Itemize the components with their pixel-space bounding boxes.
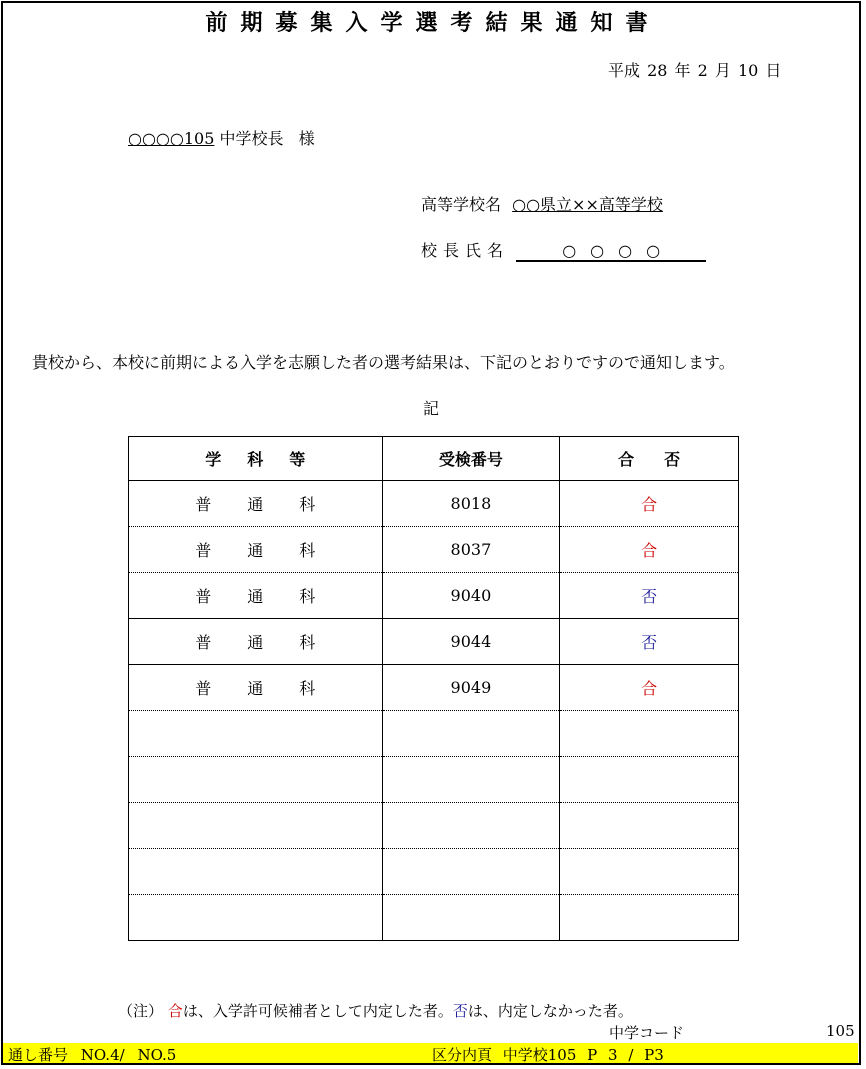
cell-department: 普通科 — [129, 573, 383, 619]
cell-department: 普通科 — [129, 619, 383, 665]
cell-department — [129, 849, 383, 895]
sender-school-value: ○○県立××高等学校 — [512, 195, 663, 214]
cell-exam-number: 8018 — [382, 481, 560, 527]
cell-department — [129, 711, 383, 757]
cell-exam-number — [382, 757, 560, 803]
cell-result — [560, 711, 739, 757]
recipient-line — [128, 126, 315, 149]
table-row — [129, 619, 739, 665]
cell-result — [560, 803, 739, 849]
cell-department — [129, 757, 383, 803]
ki-marker: 記 — [423, 399, 440, 418]
table-row — [129, 849, 739, 895]
note-pass-text: は、入学許可候補者として内定した者。 — [182, 1002, 453, 1020]
table-row — [129, 665, 739, 711]
header-exam-number: 受検番号 — [382, 437, 560, 481]
cell-exam-number: 9044 — [382, 619, 560, 665]
cell-exam-number: 9040 — [382, 573, 560, 619]
recipient-school: ○○○○105 — [128, 129, 215, 148]
table-row — [129, 803, 739, 849]
issue-date: 平成 28 年 2 月 10 日 — [608, 61, 782, 80]
table-row — [129, 711, 739, 757]
note-prefix: （注） — [118, 1002, 164, 1020]
note-fail-text: は、内定しなかった者。 — [467, 1002, 633, 1020]
cell-result: 合 — [560, 481, 739, 527]
cell-department: 普通科 — [129, 481, 383, 527]
cell-department: 普通科 — [129, 665, 383, 711]
table-row — [129, 757, 739, 803]
footer-bar — [3, 1043, 858, 1063]
jhs-code-label: 中学コード — [609, 1024, 685, 1042]
table-row — [129, 481, 739, 527]
body-text: 貴校から、本校に前期による入学を志願した者の選考結果は、下記のとおりですので通知します。 — [32, 353, 735, 372]
cell-department: 普通科 — [129, 527, 383, 573]
footnote — [118, 1000, 633, 1021]
cell-exam-number: 8037 — [382, 527, 560, 573]
header-result: 合否 — [560, 437, 739, 481]
cell-result: 否 — [560, 619, 739, 665]
sender-school-row — [421, 192, 667, 215]
note-fail-word: 否 — [452, 1002, 468, 1020]
cell-exam-number — [382, 803, 560, 849]
recipient-honorific: 様 — [298, 129, 315, 148]
cell-exam-number — [382, 895, 560, 941]
cell-exam-number — [382, 711, 560, 757]
sender-principal-row — [421, 238, 706, 262]
cell-exam-number: 9049 — [382, 665, 560, 711]
principal-value: ○○○○ — [516, 241, 706, 262]
recipient-title: 中学校長 — [219, 129, 284, 148]
table-header-row — [129, 437, 739, 481]
cell-result: 合 — [560, 665, 739, 711]
header-department: 学科等 — [129, 437, 383, 481]
table-row — [129, 527, 739, 573]
results-table — [128, 436, 739, 941]
cell-result — [560, 849, 739, 895]
table-row — [129, 573, 739, 619]
cell-department — [129, 803, 383, 849]
document-title: 前期募集入学選考結果通知書 — [205, 10, 661, 36]
cell-department — [129, 895, 383, 941]
cell-result: 合 — [560, 527, 739, 573]
cell-exam-number — [382, 849, 560, 895]
table-row — [129, 895, 739, 941]
note-pass-word: 合 — [167, 1002, 183, 1020]
sender-school-label: 高等学校名 — [421, 195, 502, 214]
cell-result — [560, 757, 739, 803]
footer-page-info: 区分内頁 中学校105 P 3 / P3 — [432, 1046, 664, 1064]
cell-result — [560, 895, 739, 941]
cell-result: 否 — [560, 573, 739, 619]
jhs-code-value: 105 — [826, 1022, 855, 1040]
principal-label: 校長氏名 — [421, 241, 510, 260]
footer-serial: 通し番号 NO.4/ NO.5 — [8, 1046, 177, 1064]
